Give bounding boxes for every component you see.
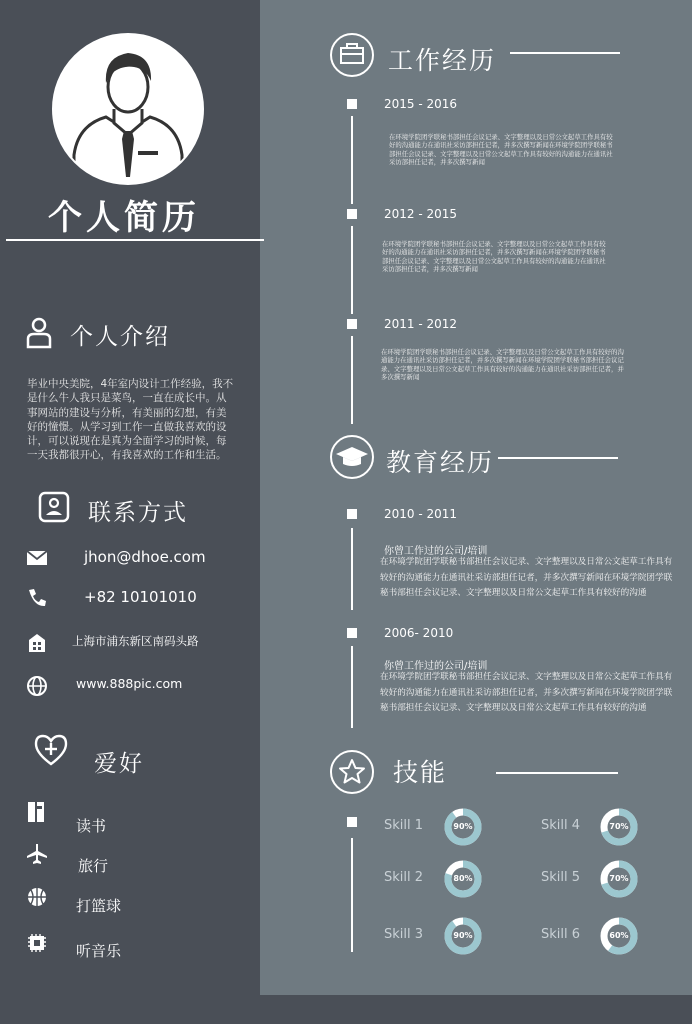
hobby-item [0,843,260,873]
skill-percent: 80% [453,874,473,883]
timeline-marker [347,817,357,827]
education-desc: 在环境学院团学联秘书部担任会议记录、文字整理以及日常公文起草工作具有较好的沟通能力在通讯社采访部担任记者，并多次撰写新闻在环境学院团学联秘书部担任会议记录、文字整理以及日常公文起草工作具有较好的沟通 [380,672,673,714]
hobby-item [0,932,260,962]
skill-name: Skill 4 [541,818,581,833]
hobby-label: 听音乐 [76,942,122,960]
contact-title: 联系方式 [88,500,188,526]
star-icon [330,750,374,794]
avatar [52,33,204,185]
timeline-marker [347,209,357,219]
skill-percent: 70% [609,822,629,831]
education-date: 2006- 2010 [384,626,454,640]
intro-text: 毕业中央美院，4年室内设计工作经验，我不是什么牛人我只是菜鸟，一直在成长中。从事网站的建设与分析，有美丽的幻想，有美好的憧憬。从学习到工作一直做我喜欢的设计，可以说现在是真为全面学习的时候，每一天我都很开心，有我喜欢的工作和生活。 [27,378,234,462]
education-title-line [498,457,618,459]
hobbies-title: 爱好 [94,751,144,777]
briefcase-icon [330,33,374,77]
skill-percent: 90% [453,822,473,831]
skill-name: Skill 5 [541,870,581,885]
hobby-label: 打篮球 [76,897,122,915]
work-date: 2012 - 2015 [384,207,458,221]
airplane-icon [26,843,48,865]
contact-website[interactable]: www.888pic.com [76,676,183,691]
skills-title: 技能 [393,758,448,787]
graduation-cap-icon [330,435,374,479]
person-illustration-icon [54,35,202,183]
contact-card-icon [38,491,70,523]
contact-website-row [0,673,260,699]
work-date: 2015 - 2016 [384,97,458,111]
skill-name: Skill 1 [384,818,424,833]
skills-title-line [496,772,618,774]
hobby-label: 读书 [76,817,107,835]
education-subtitle: 你曾工作过的公司/培训 [384,546,488,557]
basketball-icon [26,886,48,908]
envelope-icon [26,547,48,569]
intro-title: 个人介绍 [70,324,170,350]
skill-percent: 90% [453,931,473,940]
phone-icon [26,587,48,609]
hobby-item [0,801,260,835]
contact-phone: +82 10101010 [84,588,197,606]
work-date: 2011 - 2012 [384,317,458,331]
title-divider [6,239,264,241]
work-title-line [510,52,620,54]
skill-name: Skill 2 [384,870,424,885]
timeline-line [351,336,353,424]
timeline-marker [347,628,357,638]
timeline-line [351,226,353,314]
education-date: 2010 - 2011 [384,507,458,521]
contact-address: 上海市浦东新区南码头路 [72,634,199,648]
education-title: 教育经历 [386,448,495,477]
globe-icon [26,675,48,697]
contact-phone-row [0,585,260,611]
hobby-item [0,886,260,916]
timeline-line [351,528,353,610]
contact-address-row [0,630,260,656]
music-chip-icon [26,932,48,954]
heart-plus-icon [33,733,69,767]
education-desc: 在环境学院团学联秘书部担任会议记录、文字整理以及日常公文起草工作具有较好的沟通能力在通讯社采访部担任记者，并多次撰写新闻在环境学院团学联秘书部担任会议记录、文字整理以及日常公文起草工作具有较好的沟通 [380,557,673,599]
timeline-line [351,116,353,204]
resume-title: 个人简历 [48,198,200,238]
timeline-line [351,838,353,952]
skill-name: Skill 6 [541,927,581,942]
hobby-label: 旅行 [78,857,109,875]
book-icon [26,801,48,823]
timeline-marker [347,319,357,329]
timeline-line [351,646,353,728]
bottom-strip [0,995,692,1024]
timeline-marker [347,509,357,519]
education-subtitle: 你曾工作过的公司/培训 [384,661,488,672]
timeline-marker [347,99,357,109]
skill-percent: 60% [609,931,629,940]
work-desc: 在环境学院团学联秘书部担任会议记录、文字整理以及日常公文起草工作具有较好的沟通能力在通讯社采访部担任记者，并多次撰写新闻在环境学院团学联秘书部担任会议记录、文字整理以及日常公文起草工作具有较好的沟通能力在通讯社采访部担任记者，并多次撰写新闻 [382,240,606,274]
building-icon [26,632,48,654]
skill-name: Skill 3 [384,927,424,942]
user-icon [26,317,52,349]
skill-percent: 70% [609,874,629,883]
contact-email[interactable]: jhon@dhoe.com [84,548,206,566]
contact-email-row [0,545,260,571]
work-desc: 在环境学院团学联秘书部担任会议记录、文字整理以及日常公文起草工作具有较好的沟通能力在通讯社采访部担任记者，并多次撰写新闻在环境学院团学联秘书部担任会议记录、文字整理以及日常公文起草工作具有较好的沟通能力在通讯社采访部担任记者，并多次撰写新闻 [389,133,613,167]
work-title: 工作经历 [388,46,497,75]
work-desc: 在环境学院团学联秘书部担任会议记录、文字整理以及日常公文起草工作具有较好的沟通能力在通讯社采访部担任记者，并多次撰写新闻在环境学院团学联秘书部担任会议记录、文字整理以及日常公文起草工作具有较好的沟通能力在通讯社采访部担任记者，并多次撰写新闻 [381,348,624,382]
